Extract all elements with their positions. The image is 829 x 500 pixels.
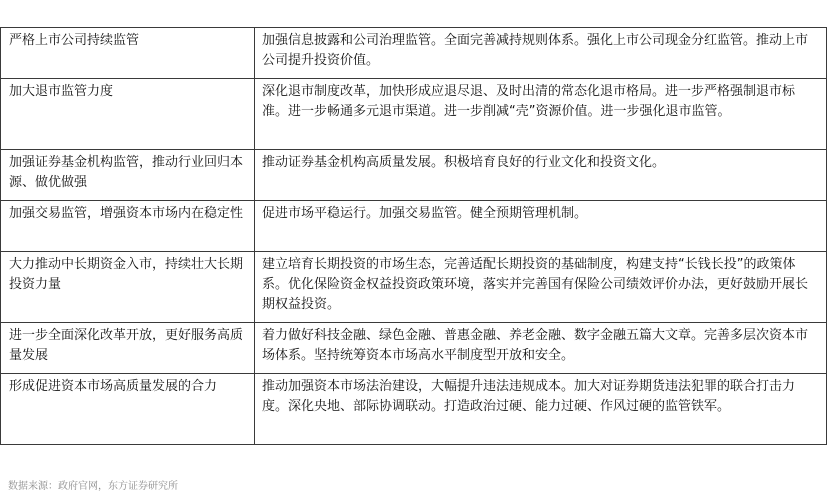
policy-category-cell: 加强证券基金机构监管，推动行业回归本源、做优做强 (1, 150, 255, 201)
table-row (1, 201, 827, 252)
policy-measures-cell: 推动加强资本市场法治建设，大幅提升违法违规成本。加大对证券期货违法犯罪的联合打击力度。深化央地、部际协调联动。打造政治过硬、能力过硬、作风过硬的监管铁军。 (255, 374, 827, 445)
policy-category-cell: 进一步全面深化改革开放，更好服务高质量发展 (1, 323, 255, 374)
table-row (1, 374, 827, 445)
data-source-note: 数据来源：政府官网，东方证券研究所 (8, 481, 178, 492)
policy-table-container (0, 27, 826, 445)
table-row (1, 79, 827, 150)
table-row (1, 323, 827, 374)
table-row (1, 150, 827, 201)
policy-measures-cell: 加强信息披露和公司治理监管。全面完善减持规则体系。强化上市公司现金分红监管。推动上市公司提升投资价值。 (255, 28, 827, 79)
policy-category-cell: 大力推动中长期资金入市，持续壮大长期投资力量 (1, 252, 255, 323)
policy-category-cell: 严格上市公司持续监管 (1, 28, 255, 79)
policy-category-cell: 加大退市监管力度 (1, 79, 255, 150)
policy-measures-cell: 着力做好科技金融、绿色金融、普惠金融、养老金融、数字金融五篇大文章。完善多层次资本市场体系。坚持统筹资本市场高水平制度型开放和安全。 (255, 323, 827, 374)
policy-measures-cell: 推动证券基金机构高质量发展。积极培育良好的行业文化和投资文化。 (255, 150, 827, 201)
policy-category-cell: 加强交易监管，增强资本市场内在稳定性 (1, 201, 255, 252)
policy-measures-cell: 深化退市制度改革，加快形成应退尽退、及时出清的常态化退市格局。进一步严格强制退市标准。进一步畅通多元退市渠道。进一步削减“壳”资源价值。进一步强化退市监管。 (255, 79, 827, 150)
policy-table (0, 27, 827, 445)
policy-measures-cell: 促进市场平稳运行。加强交易监管。健全预期管理机制。 (255, 201, 827, 252)
table-row (1, 252, 827, 323)
policy-category-cell: 形成促进资本市场高质量发展的合力 (1, 374, 255, 445)
table-row (1, 28, 827, 79)
policy-measures-cell: 建立培育长期投资的市场生态，完善适配长期投资的基础制度，构建支持“长钱长投”的政策体系。优化保险资金权益投资政策环境，落实并完善国有保险公司绩效评价办法，更好鼓励开展长期权益投资。 (255, 252, 827, 323)
